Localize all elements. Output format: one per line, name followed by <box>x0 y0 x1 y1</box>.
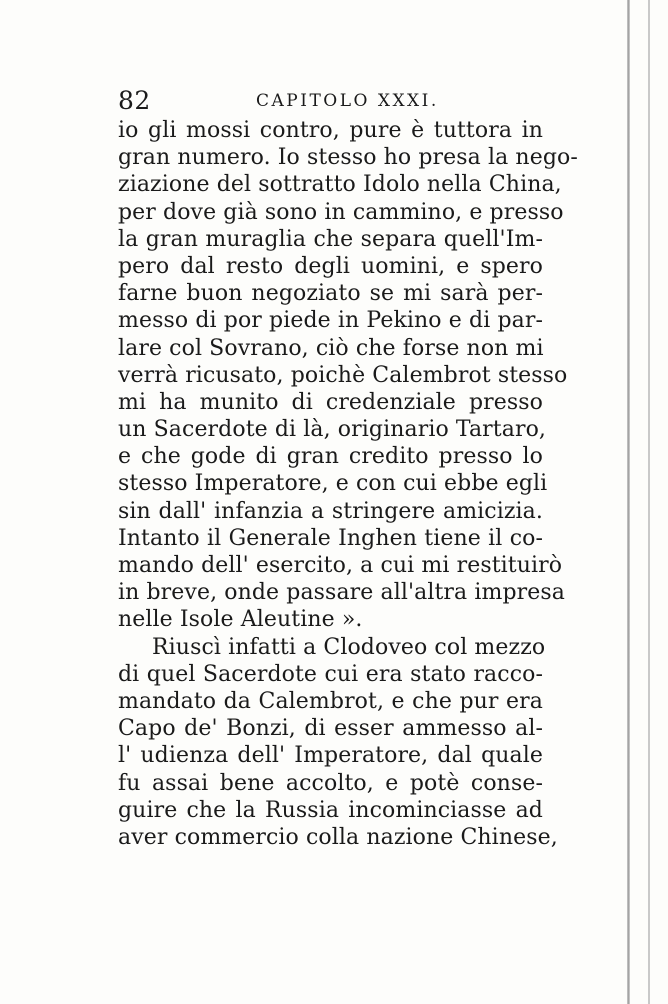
text-line: io gli mossi contro, pure è tuttora in <box>118 118 543 143</box>
text-line: stesso Imperatore, e con cui ebbe egli <box>118 471 548 497</box>
text-line: l' udienza dell' Imperatore, dal quale <box>118 743 543 769</box>
page-number: 82 <box>118 86 151 115</box>
text-line: verrà ricusato, poichè Calembrot stesso <box>118 362 568 388</box>
text-line: in breve, onde passare all'altra impresa <box>118 580 565 606</box>
text-line: ziazione del sottratto Idolo nella China, <box>118 172 562 198</box>
page-header <box>118 86 538 118</box>
text-line: di quel Sacerdote cui era stato racco- <box>118 661 543 687</box>
text-line: lare col Sovrano, ciò che forse non mi <box>118 335 544 361</box>
text-line: guire che la Russia incominciasse ad <box>118 797 543 823</box>
text-line: aver commercio colla nazione Chinese, <box>118 824 558 850</box>
text-line: mando dell' esercito, a cui mi restituirò <box>118 553 563 578</box>
text-line: sin dall' infanzia a stringere amicizia. <box>118 498 543 524</box>
text-line: Riuscì infatti a Clodoveo col mezzo <box>152 634 546 660</box>
text-line: per dove già sono in cammino, e presso <box>118 199 564 225</box>
text-line: Intanto il Generale Inghen tiene il co- <box>118 525 543 551</box>
text-line: farne buon negoziato se mi sarà per- <box>118 281 543 307</box>
text-line: Capo de' Bonzi, di esser ammesso al- <box>118 716 543 742</box>
text-line: la gran muraglia che separa quell'Im- <box>118 226 543 252</box>
page-edge-shadow <box>627 0 630 1004</box>
body-text <box>118 117 578 851</box>
text-line: fu assai bene accolto, e potè conse- <box>118 770 543 796</box>
running-head: CAPITOLO XXXI. <box>256 91 439 111</box>
text-line: mandato da Calembrot, e che pur era <box>118 688 543 714</box>
text-line: messo di por piede in Pekino e di par- <box>118 308 543 334</box>
text-line: gran numero. Io stesso ho presa la nego- <box>118 145 578 171</box>
text-line: mi ha munito di credenziale presso <box>118 389 543 415</box>
text-line: nelle Isole Aleutine ». <box>118 607 363 633</box>
text-line: un Sacerdote di là, originario Tartaro, <box>118 417 547 443</box>
page-edge-line <box>648 0 650 1004</box>
text-line: e che gode di gran credito presso lo <box>118 444 543 470</box>
text-line: pero dal resto degli uomini, e spero <box>118 253 543 279</box>
